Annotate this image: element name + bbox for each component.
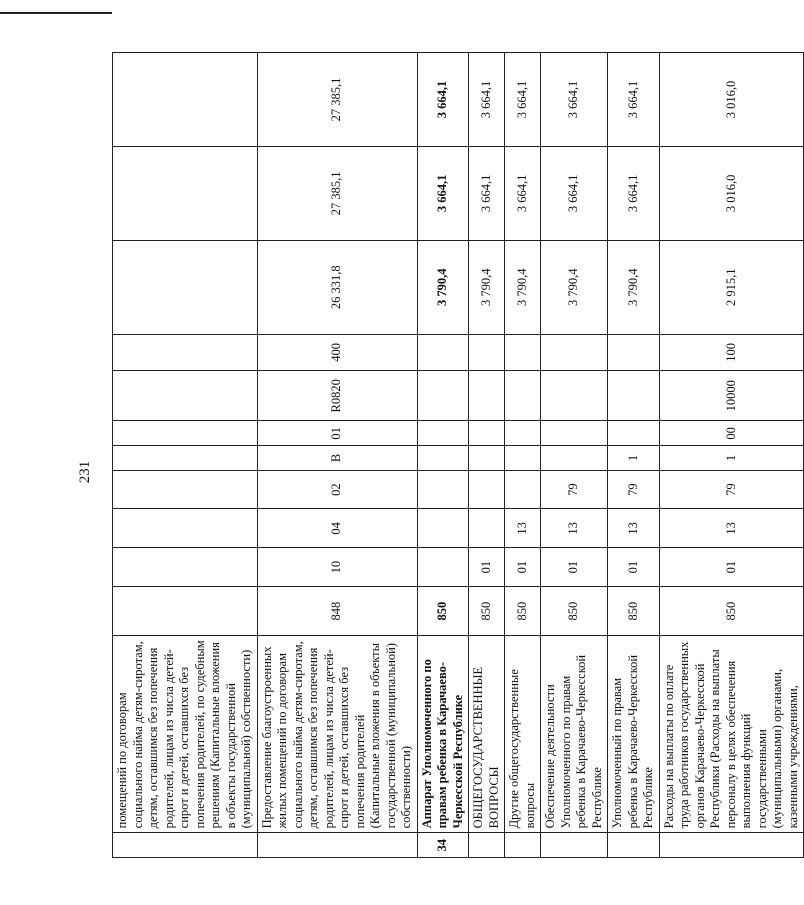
code-program	[417, 470, 469, 509]
code-subprogram	[541, 446, 608, 471]
value-year-3: 3 664,1	[608, 53, 660, 147]
value-year-2: 3 664,1	[541, 146, 608, 240]
code-direction	[541, 371, 608, 421]
value-year-2	[113, 146, 258, 240]
row-description: Обеспечение деятельности Уполномоченного по правам ребенка в Карачаево-Черкесской Республике	[541, 636, 608, 833]
value-year-3: 3 664,1	[541, 53, 608, 147]
table-row	[608, 53, 660, 858]
row-number	[659, 833, 804, 858]
code-program: 02	[257, 470, 417, 509]
code-expense-type	[541, 334, 608, 370]
row-description: помещений по договорам социального найма детям-сиротам, детям, оставшимся без попечения родителей, лицам из числа детей-сирот и детей, оставшихся без попечения родителей, по судебным решениям (Капитальные вложения в объекты государственной (муниципальной) собственности)	[113, 636, 258, 833]
code-subprogram	[113, 446, 258, 471]
code-subsection: 13	[505, 509, 541, 548]
code-ministry: 848	[257, 586, 417, 635]
value-year-1: 26 331,8	[257, 240, 417, 334]
code-subprogram: В	[257, 446, 417, 471]
value-year-1: 3 790,4	[608, 240, 660, 334]
value-year-2: 3 016,0	[659, 146, 804, 240]
code-section	[113, 548, 258, 587]
code-activity	[505, 421, 541, 446]
table-row	[659, 53, 804, 858]
code-activity	[541, 421, 608, 446]
row-description: ОБЩЕГОСУДАРСТВЕННЫЕ ВОПРОСЫ	[469, 636, 505, 833]
table-row	[505, 53, 541, 858]
code-subsection	[469, 509, 505, 548]
value-year-3: 3 664,1	[417, 53, 469, 147]
value-year-3: 3 664,1	[505, 53, 541, 147]
page-number: 231	[77, 460, 93, 484]
budget-table	[112, 52, 804, 858]
code-ministry	[113, 586, 258, 635]
code-direction	[113, 371, 258, 421]
code-activity	[417, 421, 469, 446]
value-year-2: 3 664,1	[505, 146, 541, 240]
code-program: 79	[659, 470, 804, 509]
code-direction	[608, 371, 660, 421]
value-year-2: 3 664,1	[417, 146, 469, 240]
code-section: 01	[608, 548, 660, 587]
code-program	[113, 470, 258, 509]
code-section: 10	[257, 548, 417, 587]
code-program: 79	[608, 470, 660, 509]
value-year-2: 27 385,1	[257, 146, 417, 240]
code-subsection	[113, 509, 258, 548]
code-expense-type	[113, 334, 258, 370]
value-year-2: 3 664,1	[608, 146, 660, 240]
table-row	[257, 53, 417, 858]
code-direction	[505, 371, 541, 421]
table-row	[417, 53, 469, 858]
code-ministry: 850	[541, 586, 608, 635]
table-row	[541, 53, 608, 858]
code-expense-type	[608, 334, 660, 370]
code-subprogram: 1	[608, 446, 660, 471]
value-year-1: 3 790,4	[505, 240, 541, 334]
code-activity	[113, 421, 258, 446]
code-direction: R0820	[257, 371, 417, 421]
table-row	[469, 53, 505, 858]
code-program	[505, 470, 541, 509]
code-subsection: 13	[541, 509, 608, 548]
value-year-3	[113, 53, 258, 147]
code-activity: 01	[257, 421, 417, 446]
code-ministry: 850	[608, 586, 660, 635]
row-number: 34	[417, 833, 469, 858]
code-section	[417, 548, 469, 587]
code-activity	[469, 421, 505, 446]
value-year-3: 27 385,1	[257, 53, 417, 147]
row-number	[608, 833, 660, 858]
value-year-1: 3 790,4	[541, 240, 608, 334]
value-year-2: 3 664,1	[469, 146, 505, 240]
code-expense-type	[469, 334, 505, 370]
code-activity: 00	[659, 421, 804, 446]
code-expense-type: 400	[257, 334, 417, 370]
code-direction	[417, 371, 469, 421]
code-program: 79	[541, 470, 608, 509]
code-section: 01	[541, 548, 608, 587]
value-year-1	[113, 240, 258, 334]
code-direction	[469, 371, 505, 421]
value-year-1: 3 790,4	[469, 240, 505, 334]
value-year-3: 3 664,1	[469, 53, 505, 147]
row-number	[113, 833, 258, 858]
code-subsection: 13	[659, 509, 804, 548]
row-number	[505, 833, 541, 858]
code-ministry: 850	[469, 586, 505, 635]
code-subsection: 13	[608, 509, 660, 548]
code-section: 01	[659, 548, 804, 587]
row-number	[257, 833, 417, 858]
code-activity	[608, 421, 660, 446]
code-expense-type	[417, 334, 469, 370]
code-subprogram	[469, 446, 505, 471]
row-description: Расходы на выплаты по оплате труда работников государственных органов Карачаево-Черкесской Республики (Расходы на выплаты персоналу в целях обеспечения выполнения функций государственными (муниципальными) органами, казенными учреждениями,	[659, 636, 804, 833]
code-subsection	[417, 509, 469, 548]
code-expense-type: 100	[659, 334, 804, 370]
row-description: Предоставление благоустроенных жилых помещений по договорам социального найма детям-сиротам, детям, оставшимся без попечения родителей, лицам из числа детей-сирот и детей, оставшихся без попечения родителей (Капитальные вложения в объекты государственной (муниципальной) собственности)	[257, 636, 417, 833]
row-description: Другие общегосударственные вопросы	[505, 636, 541, 833]
code-subprogram: 1	[659, 446, 804, 471]
value-year-1: 3 790,4	[417, 240, 469, 334]
code-program	[469, 470, 505, 509]
code-ministry: 850	[505, 586, 541, 635]
code-subprogram	[417, 446, 469, 471]
value-year-1: 2 915,1	[659, 240, 804, 334]
code-subsection: 04	[257, 509, 417, 548]
row-description: Аппарат Уполномоченного по правам ребенка в Карачаево-Черкесской Республике	[417, 636, 469, 833]
row-number	[541, 833, 608, 858]
code-ministry: 850	[659, 586, 804, 635]
value-year-3: 3 016,0	[659, 53, 804, 147]
row-number	[469, 833, 505, 858]
code-expense-type	[505, 334, 541, 370]
code-subprogram	[505, 446, 541, 471]
row-description: Уполномоченный по правам ребенка в Карачаево-Черкесской Республике	[608, 636, 660, 833]
table-row	[113, 53, 258, 858]
code-section: 01	[505, 548, 541, 587]
code-section: 01	[469, 548, 505, 587]
code-direction: 10000	[659, 371, 804, 421]
code-ministry: 850	[417, 586, 469, 635]
